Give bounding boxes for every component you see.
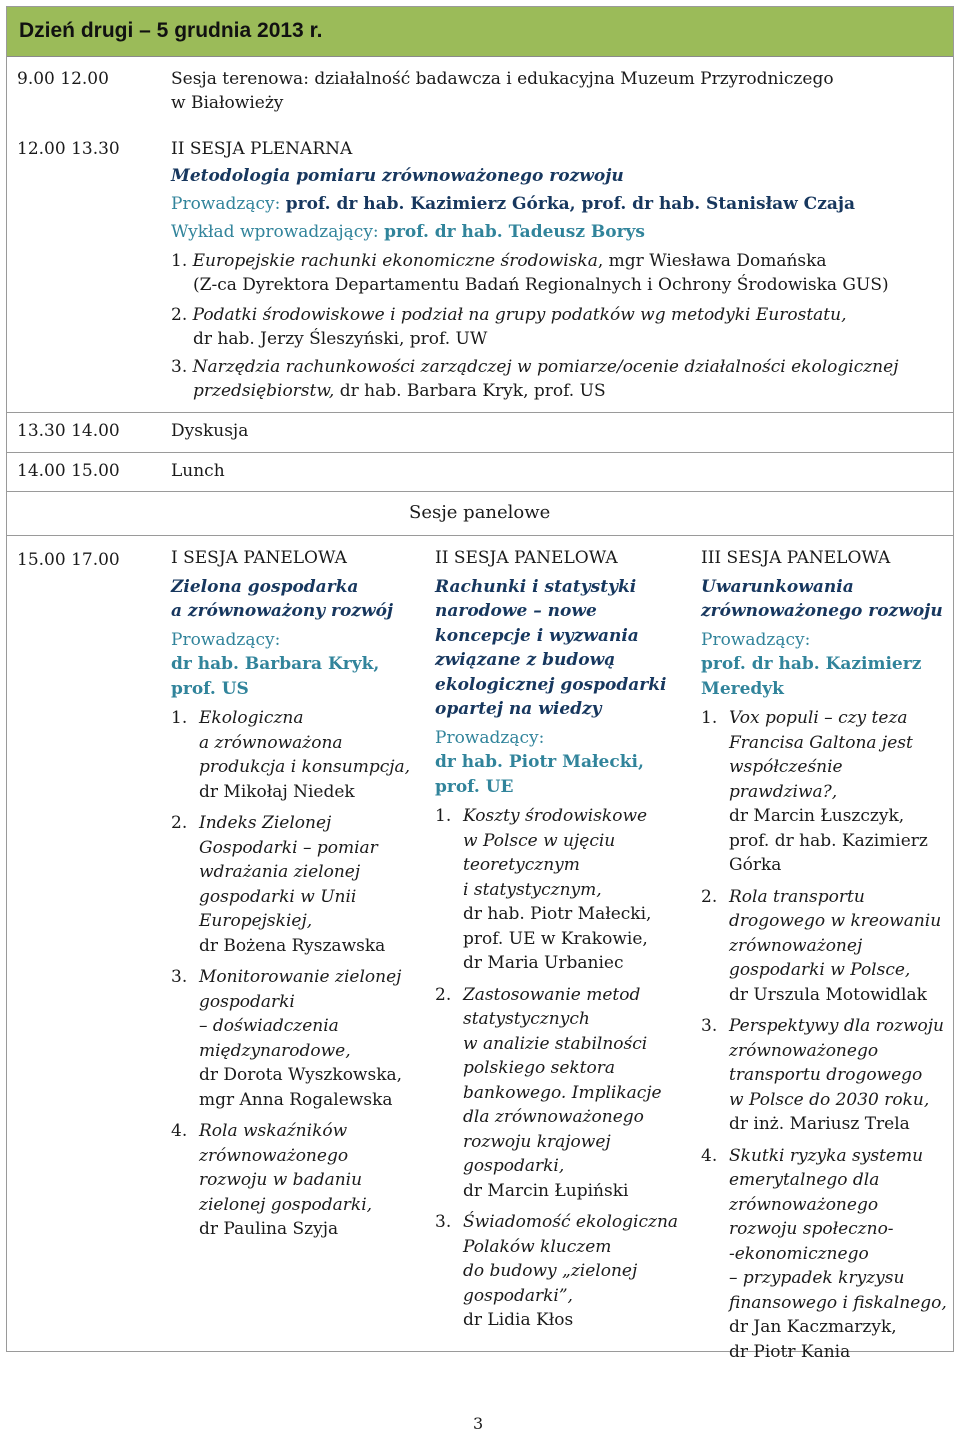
paper-title: Świadomość ekologiczna (463, 1212, 679, 1232)
divider (7, 452, 953, 453)
lecture-speaker: , mgr Wiesława Domańska (597, 251, 827, 271)
lecture-item: 2. Podatki środowiskowe i podział na grupy podatków wg metodyki Eurostatu, (171, 305, 847, 325)
paper-title: finansowego i fiskalnego, (729, 1292, 947, 1313)
paper-author: dr hab. Piotr Małecki, (463, 904, 652, 924)
paper-title: Monitorowanie zielonej (199, 967, 402, 987)
panel-title: II SESJA PANELOWA (435, 548, 618, 568)
paper-author: dr Maria Urbaniec (463, 953, 624, 973)
lecture-title: Europejskie rachunki ekonomiczne środowiska (192, 251, 598, 271)
item-number: 4. (701, 1145, 718, 1166)
panel-topic: a zrównoważony rozwój (171, 601, 394, 621)
paper-title: transportu drogowego (729, 1065, 923, 1085)
item-number: 1. (701, 708, 718, 728)
panel-topic: koncepcje i wyzwania (435, 625, 639, 646)
paper-title: Polaków kluczem (463, 1236, 612, 1257)
intro-label: Wykład wprowadzający: (171, 222, 379, 242)
lecture-title: Narzędzia rachunkowości zarządczej w pomiarze/ocenie działalności ekologicznej (192, 357, 899, 377)
paper-author: dr Urszula Motowidlak (729, 984, 927, 1005)
chairs-names: prof. UE (435, 776, 514, 797)
paper-title: Francisa Galtona jest (729, 732, 913, 753)
paper-title: polskiego sektora (463, 1058, 616, 1078)
panel-topic: zrównoważonego rozwoju (701, 601, 943, 621)
session-label: Lunch (171, 461, 225, 481)
panel-title: III SESJA PANELOWA (701, 548, 891, 568)
paper-title: Ekologiczna (199, 708, 304, 728)
paper-title: rozwoju społeczno- (729, 1219, 894, 1239)
paper-author: dr Jan Kaczmarzyk, (729, 1317, 897, 1337)
paper-title: zrównoważonej (729, 935, 863, 956)
paper-title: zrównoważonego (729, 1194, 879, 1215)
paper-author: dr Mikołaj Niedek (199, 781, 355, 802)
paper-title: prawdziwa?, (729, 781, 838, 802)
session-time: 12.00 13.30 (17, 139, 120, 159)
chairs-label: Prowadzący: (171, 194, 281, 214)
paper-title: a zrównoważona (199, 732, 343, 753)
panel-topic: związane z budową (435, 650, 616, 670)
item-number: 4. (171, 1121, 188, 1141)
panel-topic: ekologicznej gospodarki (435, 674, 667, 695)
lecture-item: 1. Europejskie rachunki ekonomiczne środowiska, mgr Wiesława Domańska (171, 251, 827, 271)
panel-topic: opartej na wiedzy (435, 699, 602, 719)
paper-author: dr Dorota Wyszkowska, (199, 1065, 403, 1085)
paper-title: gospodarki”, (463, 1285, 573, 1306)
lecture-speaker: przedsiębiorstw, dr hab. Barbara Kryk, prof. US (193, 381, 606, 401)
paper-title: w analizie stabilności (463, 1033, 648, 1054)
paper-title: rozwoju w badaniu (199, 1170, 363, 1190)
day-title: Dzień drugi – 5 grudnia 2013 r. (19, 19, 323, 42)
paper-title: emerytalnego dla (729, 1170, 880, 1190)
paper-title: bankowego. Implikacje (463, 1082, 662, 1103)
paper-title: wdrażania zielonej (199, 862, 361, 882)
item-number: 2. (701, 886, 718, 907)
paper-title: międzynarodowe, (199, 1040, 351, 1061)
divider (7, 491, 953, 492)
paper-title: w Polsce w ujęciu (463, 830, 616, 851)
paper-title: Gospodarki – pomiar (199, 837, 378, 858)
paper-title: Indeks Zielonej (199, 813, 332, 833)
program-table (6, 6, 954, 1362)
chairs-names: prof. dr hab. Kazimierz Górka, prof. dr hab. Stanisław Czaja (285, 194, 856, 214)
intro-lecture (171, 220, 645, 244)
chairs-label: Prowadzący: (171, 629, 281, 650)
paper-author: prof. UE w Krakowie, (463, 928, 648, 949)
session-time: 9.00 12.00 (17, 69, 109, 89)
paper-title: zielonej gospodarki, (199, 1194, 373, 1215)
paper-author: dr inż. Mariusz Trela (729, 1114, 910, 1134)
item-number: 1. (171, 708, 188, 728)
lecture-item: 3. Narzędzia rachunkowości zarządczej w pomiarze/ocenie działalności ekologicznej (171, 357, 899, 377)
paper-author: dr Piotr Kania (729, 1341, 851, 1362)
item-number: 2. (435, 984, 452, 1005)
session-topic: Metodologia pomiaru zrównoważonego rozwoju (171, 166, 624, 186)
paper-author: dr Marcin Łuszczyk, (729, 806, 905, 826)
divider (7, 535, 953, 536)
session-time: 14.00 15.00 (17, 461, 120, 481)
paper-title: Europejskiej, (199, 911, 313, 931)
paper-author: mgr Anna Rogalewska (199, 1089, 393, 1110)
paper-title: gospodarki, (463, 1156, 565, 1176)
paper-author: dr Marcin Łupiński (463, 1180, 629, 1201)
paper-title: zrównoważonego (199, 1145, 349, 1166)
item-number: 3. (701, 1016, 718, 1036)
paper-title: Perspektywy dla rozwoju (729, 1016, 945, 1036)
item-number: 1. (435, 806, 452, 826)
paper-title: gospodarki (199, 991, 295, 1012)
paper-title: Zastosowanie metod (463, 984, 641, 1005)
panel-topic: Zielona gospodarka (171, 576, 359, 597)
paper-title: – doświadczenia (199, 1016, 339, 1036)
paper-title: drogowego w kreowaniu (729, 911, 942, 931)
paper-title: do budowy „zielonej (463, 1261, 638, 1281)
paper-title: gospodarki w Polsce, (729, 960, 911, 980)
panel-topic: narodowe – nowe (435, 601, 597, 621)
intro-name: prof. dr hab. Tadeusz Borys (384, 222, 646, 242)
item-number: 3. (171, 967, 188, 987)
item-number: 3. (435, 1212, 452, 1232)
chairs-label: Prowadzący: (701, 629, 811, 650)
session-time: 13.30 14.00 (17, 421, 120, 441)
session-label: Dyskusja (171, 421, 249, 441)
paper-title: statystycznych (463, 1009, 590, 1029)
paper-title: współcześnie (729, 757, 843, 777)
day-header (7, 7, 953, 57)
paper-author: dr Paulina Szyja (199, 1219, 339, 1239)
session-chairs (171, 192, 855, 216)
paper-author: prof. dr hab. Kazimierz (729, 830, 928, 851)
paper-title: – przypadek kryzysu (729, 1268, 905, 1288)
paper-title: produkcja i konsumpcja, (199, 757, 411, 777)
panel-time: 15.00 17.00 (17, 550, 120, 570)
chairs-names: prof. dr hab. Kazimierz (701, 654, 922, 674)
session-description: w Białowieży (171, 93, 284, 113)
panel-title: I SESJA PANELOWA (171, 548, 347, 568)
session-title: II SESJA PLENARNA (171, 139, 353, 159)
paper-title: rozwoju krajowej (463, 1131, 611, 1152)
paper-title: i statystycznym, (463, 879, 602, 900)
item-number: 2. (171, 813, 188, 833)
paper-title: Rola wskaźników (199, 1121, 348, 1141)
paper-title: gospodarki w Unii (199, 886, 357, 907)
paper-title: dla zrównoważonego (463, 1107, 644, 1127)
paper-title: Rola transportu (729, 886, 865, 907)
session-description: Sesja terenowa: działalność badawcza i edukacyjna Muzeum Przyrodniczego (171, 69, 834, 89)
page-number: 3 (473, 1414, 484, 1433)
paper-author: dr Lidia Kłos (463, 1310, 574, 1330)
chairs-names: prof. US (171, 678, 249, 699)
chairs-label: Prowadzący: (435, 727, 545, 748)
chairs-names: dr hab. Barbara Kryk, (171, 654, 380, 674)
lecture-title: Podatki środowiskowe i podział na grupy podatków wg metodyki Eurostatu, (192, 305, 847, 325)
panel-sessions-heading: Sesje panelowe (409, 502, 551, 523)
divider (7, 412, 953, 413)
panel-topic: Rachunki i statystyki (435, 576, 637, 597)
paper-title: zrównoważonego (729, 1040, 879, 1061)
paper-title: Skutki ryzyka systemu (729, 1145, 924, 1166)
paper-author: Górka (729, 855, 782, 875)
paper-title: w Polsce do 2030 roku, (729, 1089, 930, 1110)
panel-topic: Uwarunkowania (701, 576, 854, 597)
paper-title: Vox populi – czy teza (729, 708, 908, 728)
paper-title: Koszty środowiskowe (463, 806, 648, 826)
paper-title: -ekonomicznego (729, 1243, 869, 1264)
lecture-speaker: dr hab. Jerzy Śleszyński, prof. UW (193, 329, 488, 349)
lecture-affiliation: (Z-ca Dyrektora Departamentu Badań Regionalnych i Ochrony Środowiska GUS) (193, 275, 889, 295)
paper-title: teoretycznym (463, 855, 580, 875)
chairs-names: dr hab. Piotr Małecki, (435, 752, 644, 772)
chairs-names: Meredyk (701, 678, 784, 699)
paper-author: dr Bożena Ryszawska (199, 935, 386, 956)
